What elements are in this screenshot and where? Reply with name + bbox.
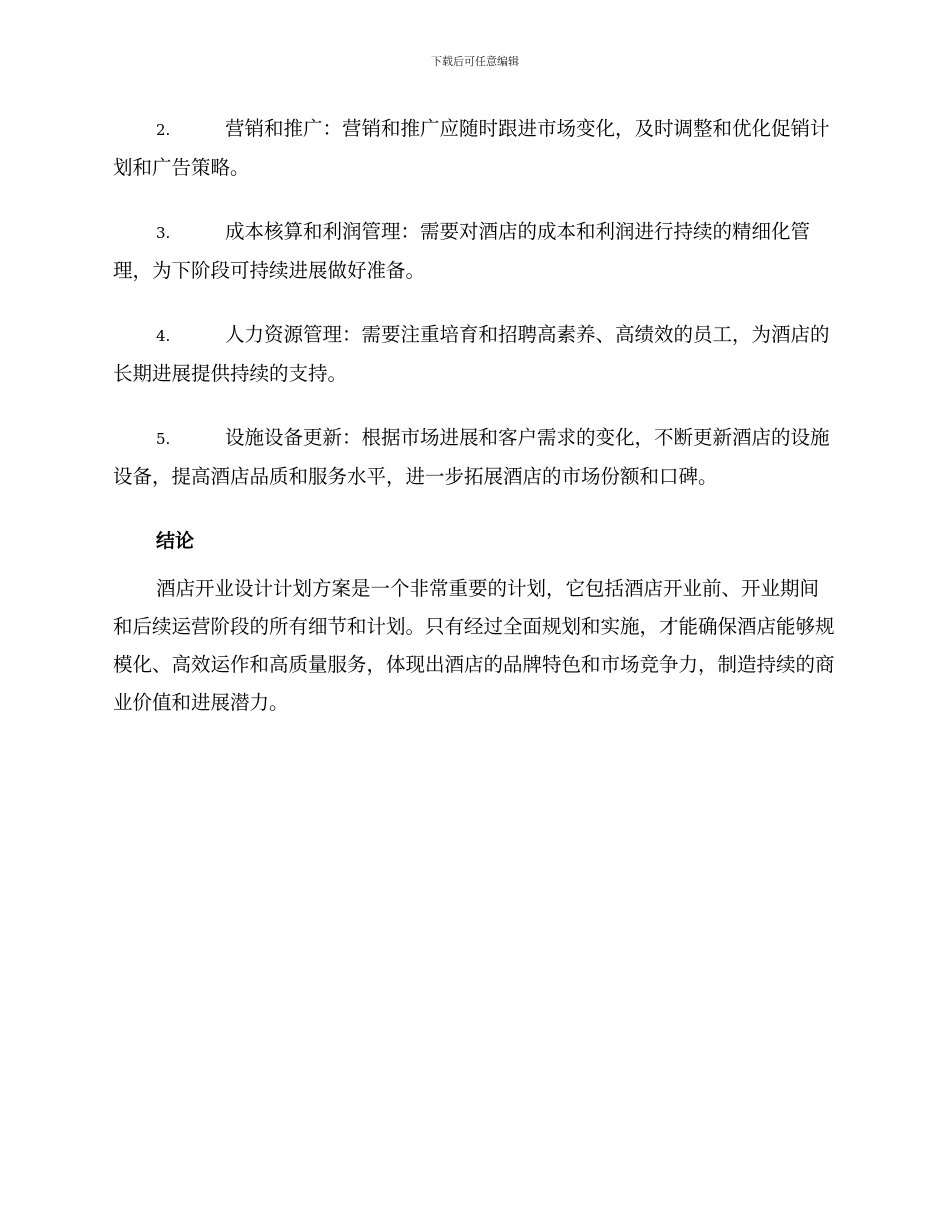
list-item-text: 营销和推广：营销和推广应随时跟进市场变化，及时调整和优化促销计划和广告策略。 xyxy=(113,117,830,179)
list-item-number: 4. xyxy=(156,327,171,345)
list-item-number: 2. xyxy=(156,121,171,139)
list-item xyxy=(113,213,838,290)
conclusion-paragraph: 酒店开业设计计划方案是一个非常重要的计划，它包括酒店开业前、开业期间和后续运营阶段的所有细节和计划。只有经过全面规划和实施，才能确保酒店能够规模化、高效运作和高质量服务，体现出酒店的品牌特色和市场竞争力，制造持续的商业价值和进展潜力。 xyxy=(113,577,835,714)
list-item xyxy=(113,316,838,393)
list-item-text: 设施设备更新：根据市场进展和客户需求的变化，不断更新酒店的设施设备，提高酒店品质和服务水平，进一步拓展酒店的市场份额和口碑。 xyxy=(113,426,830,488)
list-item-number: 3. xyxy=(156,224,171,242)
list-item-text: 人力资源管理：需要注重培育和招聘高素养、高绩效的员工，为酒店的长期进展提供持续的支持。 xyxy=(113,323,830,385)
list-item xyxy=(113,419,838,496)
list-item xyxy=(113,110,838,187)
document-body xyxy=(113,110,838,722)
page-header: 下载后可任意编辑 xyxy=(431,55,519,68)
section-heading: 结论 xyxy=(156,530,195,552)
list-item-text: 成本核算和利润管理：需要对酒店的成本和利润进行持续的精细化管理，为下阶段可持续进展做好准备。 xyxy=(113,220,811,282)
list-item-number: 5. xyxy=(156,430,171,448)
